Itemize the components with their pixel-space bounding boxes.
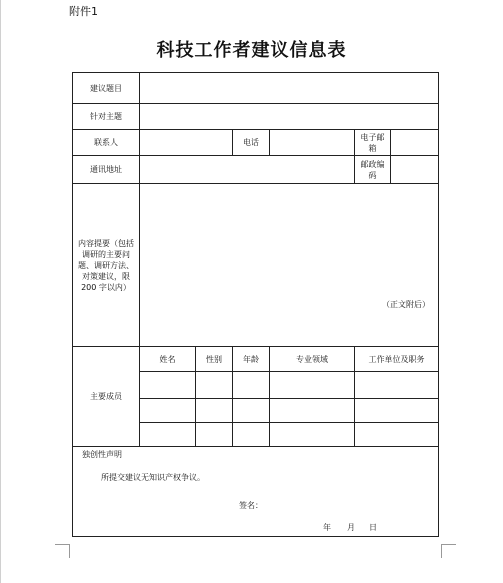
declaration-title: 独创性声明 [82,450,122,459]
member-field-cell[interactable] [270,423,355,447]
row-summary [73,184,439,347]
contact-value-cell[interactable] [140,130,233,156]
members-col-unit: 工作单位及职务 [355,347,439,372]
signature-label: 签名： [239,501,263,510]
row-address [73,156,439,184]
postcode-label: 邮政编码 [355,156,391,184]
address-value-cell[interactable] [140,156,355,184]
row-subject [73,104,439,130]
page-corner-mark [69,544,70,558]
member-field-cell[interactable] [270,372,355,399]
page-left-border [0,0,1,583]
members-col-age: 年龄 [233,347,270,372]
member-age-cell[interactable] [233,423,270,447]
member-field-cell[interactable] [270,399,355,423]
members-header-row [73,347,439,372]
phone-label: 电话 [233,130,270,156]
topic-label: 建议题目 [73,73,140,104]
members-label: 主要成员 [73,347,140,447]
address-label: 通讯地址 [73,156,140,184]
member-name-cell[interactable] [140,372,196,399]
members-col-name: 姓名 [140,347,196,372]
member-gender-cell[interactable] [196,423,233,447]
suggestion-form-table [72,72,439,537]
postcode-value-cell[interactable] [391,156,439,184]
subject-value-cell[interactable] [140,104,439,130]
member-unit-cell[interactable] [355,372,439,399]
summary-value-cell[interactable] [140,184,439,347]
member-age-cell[interactable] [233,372,270,399]
member-unit-cell[interactable] [355,399,439,423]
row-topic [73,73,439,104]
declaration-cell [73,447,439,537]
document-title: 科技工作者建议信息表 [156,40,347,61]
date-day-label: 日 [369,523,377,532]
page-corner-mark [55,544,70,545]
attachment-note: （正文附后） [382,300,431,309]
row-contact [73,130,439,156]
date-line [323,522,377,533]
attachment-label: 附件1 [69,5,98,18]
member-name-cell[interactable] [140,399,196,423]
email-label: 电子邮箱 [355,130,391,156]
member-gender-cell[interactable] [196,372,233,399]
contact-label: 联系人 [73,130,140,156]
member-name-cell[interactable] [140,423,196,447]
row-declaration [73,447,439,537]
topic-value-cell[interactable] [140,73,439,104]
members-col-gender: 性别 [196,347,233,372]
phone-value-cell[interactable] [270,130,355,156]
page-corner-mark [441,544,456,545]
subject-label: 针对主题 [73,104,140,130]
page-corner-mark [441,544,442,558]
member-gender-cell[interactable] [196,399,233,423]
declaration-text: 所提交建议无知识产权争议。 [101,473,205,482]
date-year-label: 年 [323,523,331,532]
date-month-label: 月 [347,523,355,532]
member-age-cell[interactable] [233,399,270,423]
member-unit-cell[interactable] [355,423,439,447]
email-value-cell[interactable] [391,130,439,156]
members-col-field: 专业领域 [270,347,355,372]
summary-label: 内容提要（包括调研的主要问题、调研方法、对策建议，限 200 字以内） [73,184,140,347]
